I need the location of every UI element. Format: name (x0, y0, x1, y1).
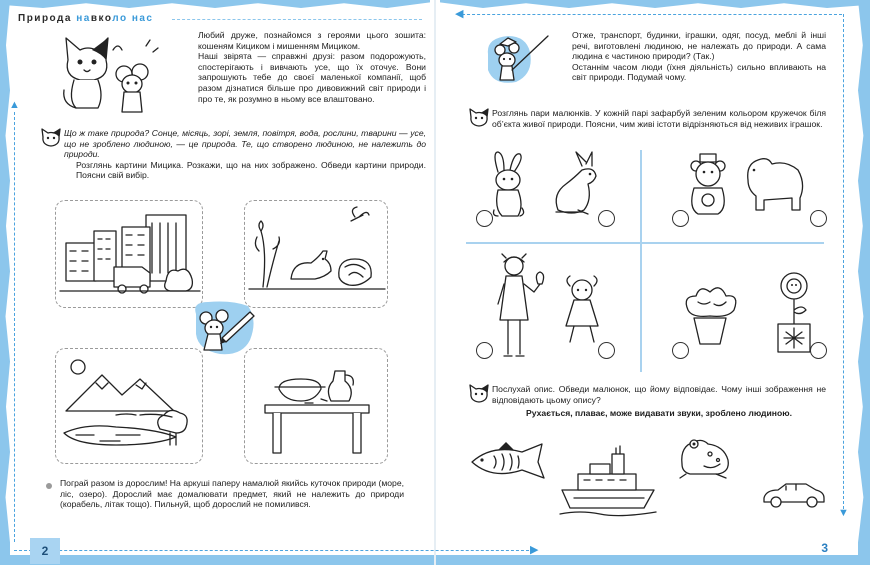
cat-head-icon (40, 128, 62, 148)
ship-illustration[interactable] (560, 440, 660, 520)
page-number-left: 2 (30, 538, 60, 564)
pairs-horizontal-separator (466, 242, 824, 244)
picture-card-landscape[interactable] (55, 348, 203, 464)
mouse-with-pencil-illustration (192, 300, 258, 356)
pair2-teddy-checkbox[interactable] (672, 210, 689, 227)
arrow-right-icon: ▶ (530, 544, 539, 556)
left-paint-edge (0, 0, 10, 565)
right-task1-paragraph: Розглянь пари малюнків. У кожній парі зафарбуй зеленим кольором кружечок біля об’єкта живої природи. Поясни, чим живі істоти відрізняються від неживих іграшок. (492, 108, 826, 129)
top-left-paint-edge (0, 0, 430, 8)
left-guide-line (14, 112, 15, 542)
pair3-doll-checkbox[interactable] (598, 342, 615, 359)
kitten-and-mouse-illustration (58, 30, 178, 115)
fish-illustration[interactable] (462, 440, 552, 484)
header-rule (172, 19, 422, 20)
bottom-guide-line (14, 550, 534, 551)
toy-rabbit-illustration (484, 150, 534, 220)
bullet-dot (46, 483, 52, 489)
left-intro-paragraph: Любий друже, познайомся з героями цього зошита: кошеням Кициком і мишенням Мициком. Наші звірята — справжні друзі: разом подорожують, спостерігають і вивчають усе, що їх оточує. Вони запрошують тебе до своєї маленької компанії, щоб разом дізнатися більше про дивовижний світ природи і про те, як розумно в ньому все влаштовано. (198, 30, 426, 104)
arrow-up-icon: ▲ (9, 99, 20, 111)
cat-head-icon (468, 108, 490, 128)
chapter-title: Природа навколо нас (18, 13, 154, 24)
book-spine (434, 0, 436, 565)
right-task2-paragraph: Послухай опис. Обведи малюнок, що йому відповідає. Чому інші зображення не відповідають цьому опису? (492, 384, 826, 405)
teddy-bear-illustration (684, 152, 734, 218)
picture-card-city[interactable] (55, 200, 203, 308)
frog-illustration[interactable] (676, 436, 732, 480)
pair4-toy-flower-checkbox[interactable] (810, 342, 827, 359)
pair2-bear-checkbox[interactable] (810, 210, 827, 227)
page-number-right: 3 (821, 541, 828, 555)
pair4-plant-checkbox[interactable] (672, 342, 689, 359)
car-illustration[interactable] (762, 480, 826, 510)
cat-head-icon (468, 384, 490, 404)
kitten-icon (64, 38, 108, 108)
landscape-illustration (56, 349, 204, 465)
picture-card-garden[interactable] (244, 200, 388, 308)
mouse-with-pointer-illustration (482, 30, 552, 90)
pair1-toy-checkbox[interactable] (476, 210, 493, 227)
top-guide-line (462, 14, 842, 15)
right-paint-edge (858, 0, 870, 565)
right-intro-paragraph: Отже, транспорт, будинки, іграшки, одяг, посуд, меблі й інші речі, виготовлені людиною, не належать до природи. А сама людина є частиною природи? (Так.) Останнім часом люди (їхня діяльність) сильно впливають на світ природи. Подумай чому. (572, 30, 826, 83)
girl-illustration (494, 254, 546, 364)
city-illustration (56, 201, 204, 309)
arrow-down-icon: ▼ (838, 507, 849, 519)
pair1-hare-checkbox[interactable] (598, 210, 615, 227)
description-text: Рухається, плаває, може видавати звуки, зроблено людиною. (526, 408, 792, 418)
arrow-left-icon: ◀ (455, 8, 464, 20)
bear-illustration (742, 150, 806, 216)
potted-plant-illustration (680, 282, 740, 348)
pair3-girl-checkbox[interactable] (476, 342, 493, 359)
pairs-vertical-separator (640, 150, 642, 372)
table-with-dishes-illustration (245, 349, 389, 465)
left-game-paragraph: Пограй разом із дорослим! На аркуші паперу намалюй якийсь куточок природи (море, ліс, озеро). Дорослий має домалювати предмет, який не належить до природи (корабель, літак тощо). Пильнуй, щоб дорослий не помилився. (60, 478, 404, 510)
top-right-paint-edge (440, 0, 870, 8)
doll-illustration (560, 276, 604, 346)
right-guide-line (843, 14, 844, 514)
left-question-paragraph: Що ж таке природа? Сонце, місяць, зорі, земля, повітря, вода, рослини, тварини — усе, що не зроблено людиною, — це природа. Те, що створено людиною, не належить до природи. Розглянь картини Мицика. Розкажи, що на них зображено. Обведи картини природи. Поясни свій вибір. (64, 128, 426, 181)
hearts-doodle (113, 46, 122, 50)
hare-illustration (548, 150, 604, 220)
mouse-icon (116, 64, 148, 112)
toy-flower-illustration (772, 270, 816, 356)
garden-illustration (245, 201, 389, 309)
picture-card-kitchen[interactable] (244, 348, 388, 464)
